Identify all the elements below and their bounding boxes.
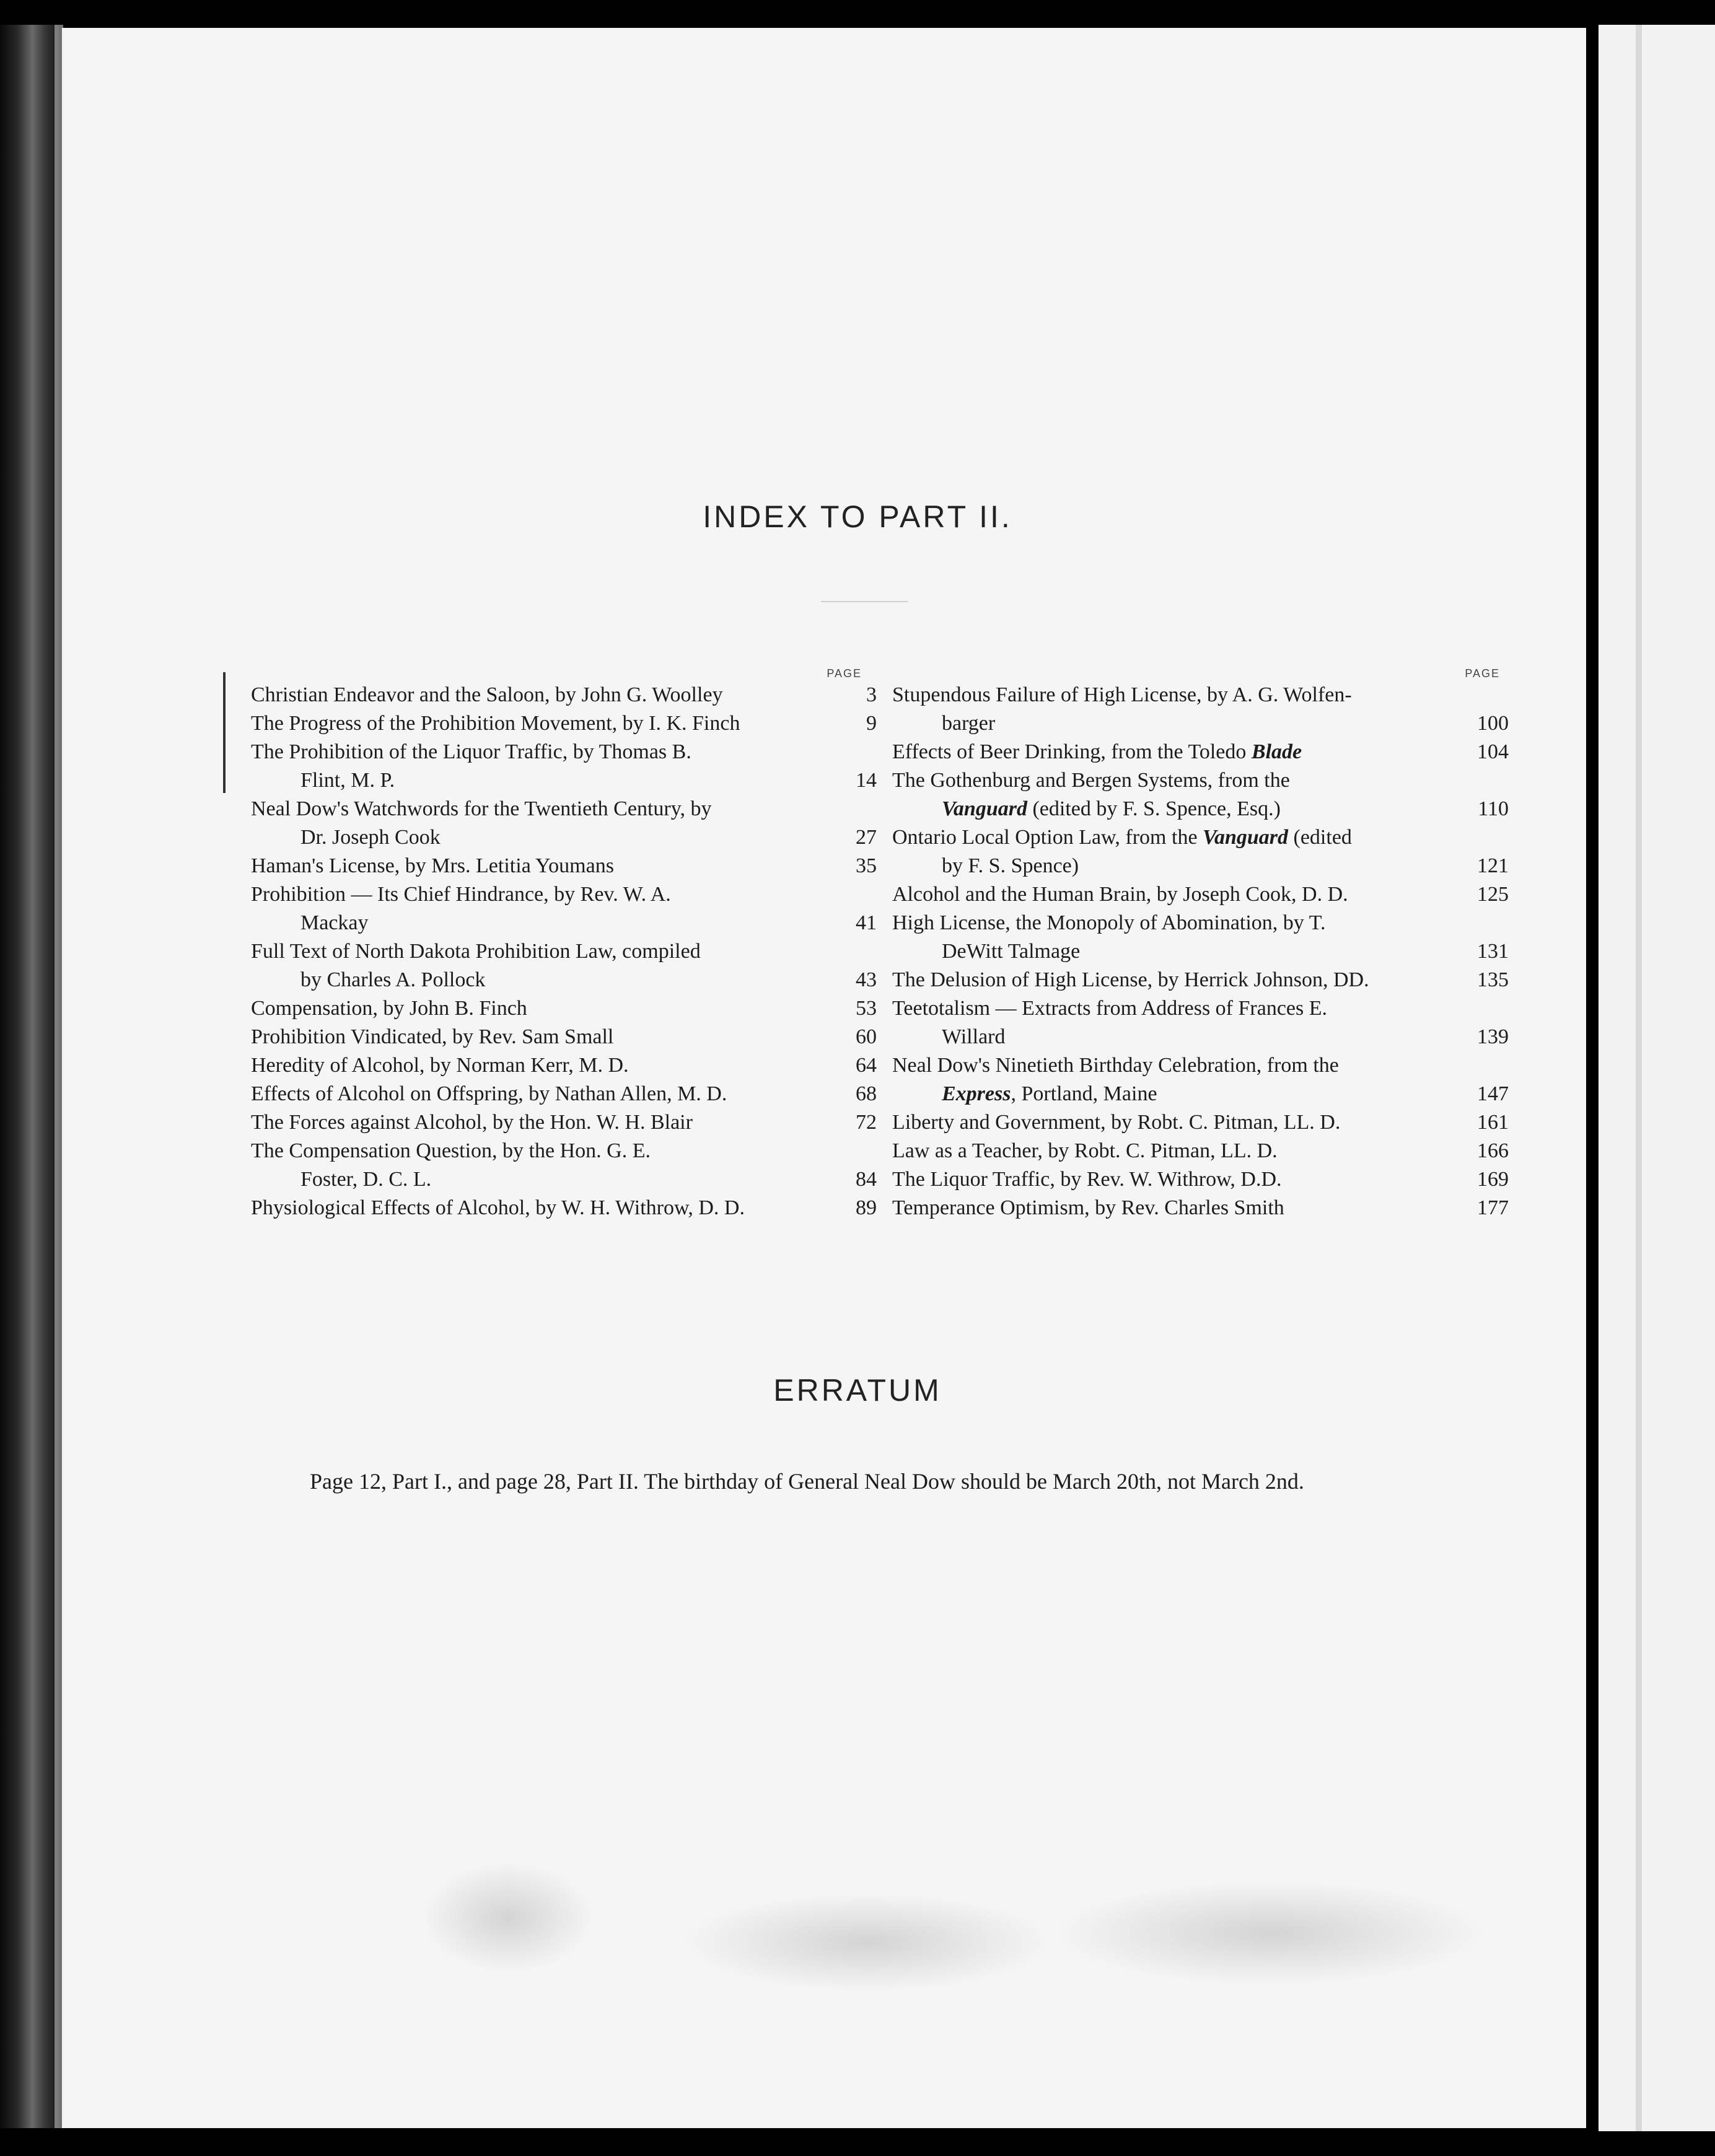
entry-line: Haman's License, by Mrs. Letitia Youmans <box>251 854 614 877</box>
index-column-right <box>892 666 1509 1222</box>
entry-line: Mackay <box>300 911 369 934</box>
index-entry <box>892 823 1509 880</box>
entry-line: Full Text of North Dakota Prohibition Law, compiled <box>251 940 701 963</box>
index-entry-title <box>251 1051 827 1080</box>
index-entry-page: 100 <box>1477 712 1509 735</box>
entry-line: Neal Dow's Ninetieth Birthday Celebration, from the <box>892 1054 1339 1077</box>
entry-line: High License, the Monopoly of Abomination, by T. <box>892 911 1326 934</box>
entry-text-part: , Portland, Maine <box>1011 1082 1157 1105</box>
entry-line: Stupendous Failure of High License, by A. G. Wolfen- <box>892 683 1352 706</box>
index-entry <box>892 1194 1509 1222</box>
paper-stain <box>682 1893 1053 1992</box>
entry-line: Alcohol and the Human Brain, by Joseph Cook, D. D. <box>892 883 1348 906</box>
index-entry-page: 161 <box>1477 1111 1509 1134</box>
index-entry <box>892 880 1509 909</box>
index-entry <box>251 1051 877 1080</box>
index-entry-page: 27 <box>856 826 877 849</box>
index-entry <box>251 994 877 1023</box>
index-entry-page: 139 <box>1477 1025 1509 1048</box>
entry-line <box>892 795 1447 823</box>
entry-line: Teetotalism — Extracts from Address of Frances E. <box>892 997 1327 1020</box>
entry-line: Compensation, by John B. Finch <box>251 997 527 1020</box>
index-entry <box>892 738 1509 766</box>
index-entry-page: 177 <box>1477 1196 1509 1219</box>
entry-line: The Compensation Question, by the Hon. G. E. <box>251 1139 651 1162</box>
index-entry-page: 35 <box>856 854 877 877</box>
index-entry <box>892 909 1509 966</box>
entry-line: Physiological Effects of Alcohol, by W. H. Withrow, D. D. <box>251 1196 745 1219</box>
entry-line: Dr. Joseph Cook <box>300 826 441 849</box>
entry-line <box>892 738 1447 766</box>
paper-stain <box>1053 1880 1487 1986</box>
entry-line: Flint, M. P. <box>300 769 395 792</box>
index-entry-page: 43 <box>856 968 877 991</box>
entry-line: Foster, D. C. L. <box>300 1168 432 1191</box>
index-entry-page: 121 <box>1477 854 1509 877</box>
index-entry-page: 60 <box>856 1025 877 1048</box>
entry-line: Prohibition Vindicated, by Rev. Sam Small <box>251 1025 614 1048</box>
index-entry-title <box>892 681 1459 738</box>
erratum-text: Page 12, Part I., and page 28, Part II. The birthday of General Neal Dow should be March 20th, not March 2nd. <box>310 1469 1304 1494</box>
entry-line: The Delusion of High License, by Herrick Johnson, DD. <box>892 968 1369 991</box>
entry-line <box>892 1080 1447 1108</box>
index-entry <box>251 1194 877 1222</box>
index-entry-title <box>251 852 827 880</box>
index-entry <box>251 681 877 709</box>
entry-line: Neal Dow's Watchwords for the Twentieth Century, by <box>251 797 712 820</box>
entry-line: Effects of Alcohol on Offspring, by Nathan Allen, M. D. <box>251 1082 727 1105</box>
index-entry-page: 41 <box>856 911 877 934</box>
paper-stain <box>421 1862 595 1973</box>
index-entry-page: 169 <box>1477 1168 1509 1191</box>
index-entry <box>251 880 877 937</box>
entry-italic-title: Vanguard <box>942 797 1027 820</box>
index-entry-title <box>892 823 1459 880</box>
entry-line: by F. S. Spence) <box>942 854 1079 877</box>
index-entry-title <box>251 709 827 738</box>
index-entry-page: 166 <box>1477 1139 1509 1162</box>
entry-line: The Prohibition of the Liquor Traffic, by Thomas B. <box>251 740 691 763</box>
entry-line: Liberty and Government, by Robt. C. Pitman, LL. D. <box>892 1111 1341 1134</box>
index-entry-title <box>251 880 827 937</box>
index-column-left <box>251 666 877 1222</box>
index-entry <box>251 1023 877 1051</box>
index-entry-title <box>892 738 1459 766</box>
adjacent-page <box>1599 25 1715 2131</box>
index-entry-title <box>892 966 1459 994</box>
index-entry <box>892 966 1509 994</box>
index-entry-title <box>251 1108 827 1137</box>
entry-text-part: Ontario Local Option Law, from the <box>892 826 1203 849</box>
index-entry-page: 131 <box>1477 940 1509 963</box>
index-entry <box>892 1165 1509 1194</box>
index-title: INDEX TO PART II. <box>703 499 1012 534</box>
index-entry-title <box>251 1194 827 1222</box>
entry-text-part: Effects of Beer Drinking, from the Toledo <box>892 740 1252 763</box>
index-entry-title <box>251 994 827 1023</box>
index-entry <box>892 994 1509 1051</box>
index-entry <box>251 1137 877 1194</box>
index-entry-page: 53 <box>856 997 877 1020</box>
entry-line: Heredity of Alcohol, by Norman Kerr, M. D. <box>251 1054 629 1077</box>
entry-line: DeWitt Talmage <box>942 940 1081 963</box>
index-entry <box>251 709 877 738</box>
index-entry <box>251 1080 877 1108</box>
entry-italic-title: Blade <box>1251 740 1302 763</box>
index-entry-title <box>892 909 1459 966</box>
index-entry-page: 72 <box>856 1111 877 1134</box>
index-entry-page: 68 <box>856 1082 877 1105</box>
index-entry-title <box>892 1051 1459 1108</box>
index-entry-page: 3 <box>866 683 877 706</box>
erratum-title: ERRATUM <box>773 1373 942 1408</box>
index-entry <box>251 937 877 994</box>
entry-italic-title: Express <box>942 1082 1011 1105</box>
entry-line: Temperance Optimism, by Rev. Charles Smith <box>892 1196 1284 1219</box>
entry-line: The Forces against Alcohol, by the Hon. W. H. Blair <box>251 1111 693 1134</box>
index-entry-page: 9 <box>866 712 877 735</box>
page-column-header: PAGE <box>1465 667 1500 680</box>
index-entry-page: 89 <box>856 1196 877 1219</box>
index-entry-page: 64 <box>856 1054 877 1077</box>
entry-line: by Charles A. Pollock <box>300 968 486 991</box>
index-entry-title <box>251 937 827 994</box>
title-divider <box>821 601 908 602</box>
index-entry <box>251 1108 877 1137</box>
index-entry-title <box>892 1194 1459 1222</box>
entry-line: The Gothenburg and Bergen Systems, from the <box>892 769 1290 792</box>
index-entry-title <box>251 681 827 709</box>
index-entry-page: 104 <box>1477 740 1509 763</box>
index-entry-page: 14 <box>856 769 877 792</box>
index-entry-page: 125 <box>1477 883 1509 906</box>
entry-line: The Progress of the Prohibition Movement, by I. K. Finch <box>251 712 740 735</box>
entry-text-part: (edited by F. S. Spence, Esq.) <box>1027 797 1281 820</box>
entry-line <box>892 823 1447 852</box>
entry-line: Law as a Teacher, by Robt. C. Pitman, LL. D. <box>892 1139 1278 1162</box>
entry-line: Willard <box>942 1025 1006 1048</box>
index-entry <box>892 1051 1509 1108</box>
index-list-left <box>251 681 877 1222</box>
index-entry-title <box>251 795 827 852</box>
index-entry-title <box>892 766 1459 823</box>
index-entry-title <box>892 1137 1459 1165</box>
entry-line: Christian Endeavor and the Saloon, by John G. Woolley <box>251 683 723 706</box>
index-entry-page: 147 <box>1477 1082 1509 1105</box>
entry-line: Prohibition — Its Chief Hindrance, by Rev. W. A. <box>251 883 671 906</box>
index-entry <box>892 766 1509 823</box>
index-entry <box>892 1137 1509 1165</box>
index-entry <box>251 738 877 795</box>
book-spine <box>0 25 59 2128</box>
entry-line: The Liquor Traffic, by Rev. W. Withrow, D.D. <box>892 1168 1282 1191</box>
index-entry-title <box>892 1165 1459 1194</box>
index-list-right <box>892 681 1509 1222</box>
index-entry <box>251 795 877 852</box>
index-entry-title <box>892 1108 1459 1137</box>
index-entry-title <box>251 1023 827 1051</box>
page-gutter <box>1586 37 1599 2131</box>
index-entry-title <box>251 1080 827 1108</box>
page-column-header: PAGE <box>827 667 862 680</box>
index-entry-title <box>892 880 1459 909</box>
index-entry <box>892 1108 1509 1137</box>
index-entry <box>251 852 877 880</box>
adjacent-page-shadow <box>1636 25 1642 2131</box>
index-entry-title <box>251 1137 827 1194</box>
index-entry-title <box>251 738 827 795</box>
index-entry <box>892 681 1509 738</box>
entry-line: barger <box>942 712 996 735</box>
index-entry-page: 84 <box>856 1168 877 1191</box>
entry-italic-title: Vanguard <box>1203 826 1289 849</box>
index-entry-page: 135 <box>1477 968 1509 991</box>
index-entry-title <box>892 994 1459 1051</box>
entry-text-part: (edited <box>1288 826 1352 849</box>
margin-mark <box>223 672 226 793</box>
index-entry-page: 110 <box>1478 797 1509 820</box>
